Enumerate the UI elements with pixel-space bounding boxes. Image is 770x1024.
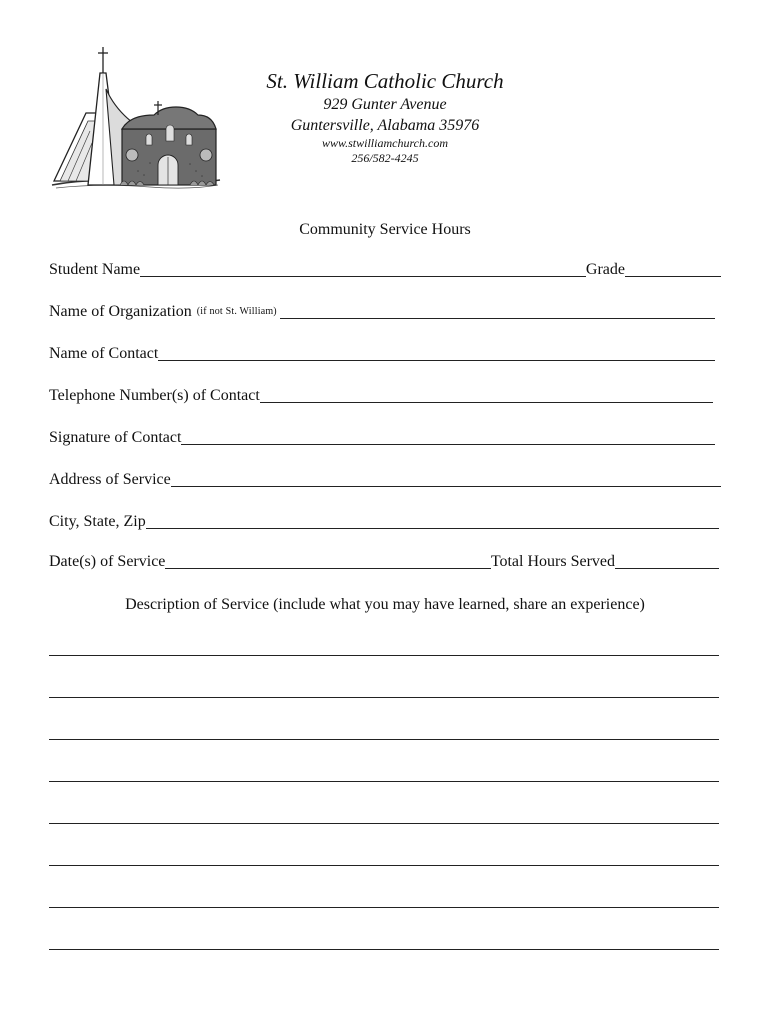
description-line[interactable] (49, 697, 719, 698)
signature-label: Signature of Contact (49, 429, 182, 446)
signature-field[interactable] (181, 428, 715, 445)
description-line[interactable] (49, 865, 719, 866)
church-phone: 256/582-4245 (351, 151, 419, 165)
grade-field[interactable] (625, 260, 721, 277)
city-state-zip-field[interactable] (146, 512, 719, 529)
address-row (49, 468, 721, 490)
church-website: www.stwilliamchurch.com (322, 136, 448, 150)
description-line[interactable] (49, 949, 719, 950)
church-building-icon (50, 45, 222, 190)
contact-label: Name of Contact (49, 345, 159, 362)
contact-field[interactable] (158, 344, 715, 361)
telephone-row (49, 384, 713, 406)
description-line[interactable] (49, 823, 719, 824)
contact-row (49, 342, 715, 364)
grade-label: Grade (585, 261, 625, 278)
organization-note: (if not St. William) (196, 306, 277, 317)
church-street: 929 Gunter Avenue (323, 96, 447, 113)
form-title: Community Service Hours (299, 221, 471, 238)
signature-row (49, 426, 715, 448)
organization-field[interactable] (280, 302, 715, 319)
city-state-zip-row (49, 510, 719, 532)
dates-row (49, 550, 719, 572)
total-hours-label: Total Hours Served (490, 553, 615, 570)
telephone-label: Telephone Number(s) of Contact (49, 387, 260, 404)
total-hours-field[interactable] (615, 552, 719, 569)
description-line[interactable] (49, 739, 719, 740)
description-line[interactable] (49, 907, 719, 908)
dates-label: Date(s) of Service (49, 553, 166, 570)
address-field[interactable] (171, 470, 721, 487)
student-name-field[interactable] (140, 260, 586, 277)
dates-field[interactable] (165, 552, 490, 569)
description-heading: Description of Service (include what you may have learned, share an experience) (125, 596, 645, 613)
description-line[interactable] (49, 781, 719, 782)
student-name-row (49, 258, 721, 280)
description-line[interactable] (49, 655, 719, 656)
city-state-zip-label: City, State, Zip (49, 513, 146, 530)
address-label: Address of Service (49, 471, 171, 488)
church-header (240, 68, 530, 166)
church-name: St. William Catholic Church (266, 69, 504, 93)
student-name-label: Student Name (49, 261, 141, 278)
organization-row (49, 300, 715, 322)
telephone-field[interactable] (260, 386, 713, 403)
church-city-state-zip: Guntersville, Alabama 35976 (290, 117, 480, 134)
organization-label: Name of Organization (49, 303, 192, 320)
